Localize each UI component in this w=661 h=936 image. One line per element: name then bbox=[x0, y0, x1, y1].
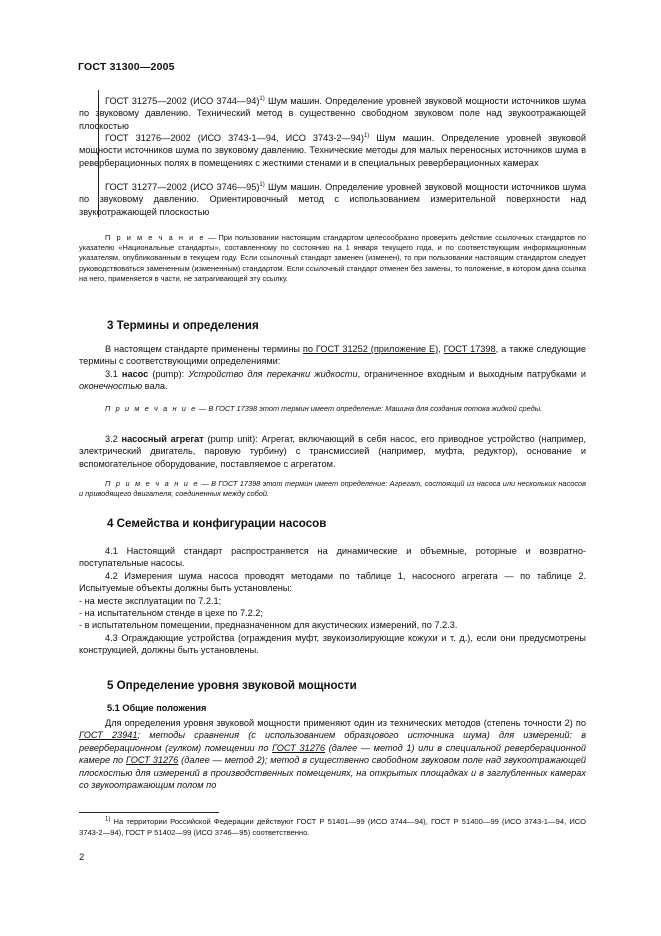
section-3-intro: В настоящем стандарте применены термины по ГОСТ 31252 (приложение Е), ГОСТ 17398, а также следующие термины с соответствующими определениями: bbox=[79, 344, 586, 367]
link-gost-31276-a[interactable]: ГОСТ 31276 bbox=[272, 742, 326, 753]
para-4-3: 4.3 Ограждающие устройства (ограждения муфт, звукоизолирующие кожухи и т. д.), если они предусмотрены конструкцией, должны быть установлены. bbox=[79, 633, 586, 656]
note-term-3-2: П р и м е ч а н и е — В ГОСТ 17398 этот термин имеет определение: Агрегат, состоящий из насоса или нескольких насосов и приводящего двигателя, соединенных между собой. bbox=[79, 479, 586, 499]
ref-gost-31276: ГОСТ 31276—2002 (ИСО 3743-1—94, ИСО 3743-2—94)$^{1)}$ Шум машин. Определение уровней звуковой мощности источников шума по звуковому давлению. Технические методы для малых переносных источников шума в реверберационных полях в помещениях с жесткими стенами и в специальных реверберационных камерах bbox=[79, 132, 586, 168]
link-gost-23941[interactable]: ГОСТ 23941 bbox=[79, 730, 138, 741]
subsection-5-1-heading: 5.1 Общие положения bbox=[107, 703, 207, 713]
footnote-rule bbox=[79, 812, 219, 813]
term-3-2: 3.2 насосный агрегат (pump unit): Агрегат, включающий в себя насос, его приводное устройство (например, электрический двигатель, паровую турбину) с трансмиссией (например, муфта, редуктор), основание и вспомогательное оборудование, поставляемое с агрегатом. bbox=[79, 434, 586, 469]
footnote: $^{1)}$ На территории Российской Федерации действуют ГОСТ Р 51401—99 (ИСО 3744—94), ГОСТ Р 51400—99 (ИСО 3743-1—94, ИСО 3743-2—94), ГОСТ Р 51402—99 (ИСО 3746—95) соответственно. bbox=[79, 816, 586, 837]
section-4-heading: 4 Семейства и конфигурации насосов bbox=[107, 517, 327, 530]
ref-gost-31277: ГОСТ 31277—2002 (ИСО 3746—95)$^{1)}$ Шум машин. Определение уровней звуковой мощности источников шума по звуковому давлению. Ориентировочный метод с использованием измерительной поверхности над звукоотражающей плоскостью bbox=[79, 181, 586, 217]
ref-gost-31275: ГОСТ 31275—2002 (ИСО 3744—94)$^{1)}$ Шум машин. Определение уровней звуковой мощности источников шума по звуковому давлению. Технический метод в существенно свободном звуковом поле над звукоотражающей плоскостью bbox=[79, 95, 586, 131]
section-3-heading: 3 Термины и определения bbox=[107, 319, 259, 332]
note-term-3-1: П р и м е ч а н и е — В ГОСТ 17398 этот термин имеет определение: Машина для создания потока жидкой среды. bbox=[105, 404, 543, 413]
list-item-7-2-3: - в испытательном помещении, предназначенном для акустических измерений, по 7.2.3. bbox=[79, 620, 458, 630]
link-gost-17398[interactable]: ГОСТ 17398 bbox=[443, 344, 496, 354]
section-5-heading: 5 Определение уровня звуковой мощности bbox=[107, 679, 357, 692]
note-references: П р и м е ч а н и е — При пользовании настоящим стандартом целесообразно проверить действие ссылочных стандартов по указателю «Национальные стандарты», составленному по состоянию на 1 января текущего года, и по соответствующим информационным указателям, опубликованным в текущем году. Если ссылочный стандарт заменен (изменен), то при пользовании настоящим стандартом следует руководствоваться замененным (измененным) стандартом. Если ссылочный стандарт отменен без замены, то положение, в котором дана ссылка на него, применяется в части, не затрагивающей эту ссылку. bbox=[79, 233, 586, 283]
para-4-1: 4.1 Настоящий стандарт распространяется на динамические и объемные, роторные и возвратно-поступательные насосы. bbox=[79, 546, 586, 569]
list-item-7-2-1: - на месте эксплуатации по 7.2.1; bbox=[79, 596, 222, 606]
link-gost-31252[interactable]: по ГОСТ 31252 (приложение Е) bbox=[302, 344, 439, 354]
para-5-1: Для определения уровня звуковой мощности применяют один из технических методов (степень точности 2) по ГОСТ 23941; методы сравнения (с использованием образцового источника шума) для измерений: в реверберационном (гулком) помещении по ГОСТ 31276 (далее — метод 1) или в специальной реверберационной камере по ГОСТ 31276 (далее — метод 2); метод в существенно свободном звуковом поле над звукоотражающей плоскостью для измерений в производственных помещениях, на открытых площадках и в заглубленных камерах со звукоотражающим полом по bbox=[79, 718, 587, 791]
link-gost-31276-b[interactable]: ГОСТ 31276 bbox=[126, 755, 179, 766]
page-number: 2 bbox=[79, 852, 85, 863]
para-4-2: 4.2 Измерения шума насоса проводят методами по таблице 1, насосного агрегата — по таблице 2. Испытуемые объекты должны быть установлены: bbox=[79, 571, 586, 594]
running-header: ГОСТ 31300—2005 bbox=[78, 61, 175, 73]
term-3-1: 3.1 насос (pump): Устройство для перекачки жидкости, ограниченное входным и выходным патрубками и оконечностью вала. bbox=[79, 369, 586, 392]
list-item-7-2-2: - на испытательном стенде в цехе по 7.2.2; bbox=[79, 608, 263, 618]
